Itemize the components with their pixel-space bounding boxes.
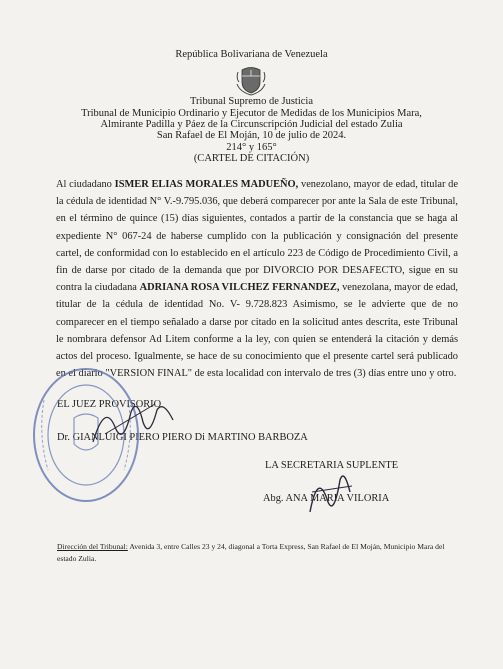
plaintiff-name: ADRIANA ROSA VILCHEZ FERNANDEZ, (139, 282, 340, 294)
body-text-2: venezolano, mayor de edad, titular de la cédula de identidad N° V.-9.795.036, que deberá comparecer por ante la Sala de este Tribunal, en el término de quince (15) días siguientes, contados a partir de la constancia que se haga al expediente N° 067-24 de haberse cumplido con la publicación y consignación del presente cartel, de conformidad con lo establecido en el artículo 223 de Código de Procedimiento Civil, a fin de darse por citado de la demanda que por DIVORCIO POR DESAFECTO, sigue en su contra la ciudadana (56, 179, 458, 294)
court-subtitle-line-1: Tribunal de Municipio Ordinario y Ejecutor de Medidas de los Municipios Mara, (81, 108, 422, 119)
country-header: República Bolivariana de Venezuela (175, 49, 328, 60)
coat-of-arms-icon (234, 64, 268, 96)
address-text: Avenida 3, entre Calles 23 y 24, diagonal a Torta Express, San Rafael de El Moján, Municipio Mara del estado Zulia. (57, 542, 445, 563)
body-text-1: Al ciudadano (56, 179, 115, 190)
year-line: 214° y 165° (226, 142, 277, 153)
address-label: Dirección del Tribunal: (57, 542, 128, 551)
secretary-label: LA SECRETARIA SUPLENTE (265, 460, 399, 471)
court-address (57, 541, 462, 565)
judge-name: Dr. GIANLUIGI PIERO PIERO Di MARTINO BARBOZA (57, 432, 308, 443)
judge-signature (85, 392, 180, 452)
citation-body (56, 176, 458, 382)
secretary-name: Abg. ANA MARIA VILORIA (263, 493, 390, 504)
court-subtitle-line-2: Almirante Padilla y Páez de la Circunscripción Judicial del estado Zulia (100, 119, 403, 130)
date-line: San Rafael de El Moján, 10 de julio de 2024. (156, 130, 347, 141)
secretary-signature (300, 462, 360, 520)
body-text-3: venezolana, mayor de edad, titular de la cédula de identidad No. V- 9.728.823 Asimismo, se le advierte que de no comparecer en el tiempo señalado a darse por citado en la solicitud antes descrita, este Tribunal le nombrara defensor Ad Litem conforme a la ley, con quien se entenderá la citación y demás actos del proceso. Igualmente, se hace de su conocimiento que el presente cartel será publicado en el diario "VERSION FINAL" de esta localidad con intervalo de tres (3) días entre uno y otro. (56, 282, 459, 380)
court-name: Tribunal Supremo de Justicia (190, 96, 313, 107)
document-title: (CARTEL DE CITACIÓN) (193, 153, 310, 164)
judge-label: EL JUEZ PROVISORIO (57, 399, 162, 410)
defendant-name: ISMER ELIAS MORALES MADUEÑO, (114, 179, 299, 190)
